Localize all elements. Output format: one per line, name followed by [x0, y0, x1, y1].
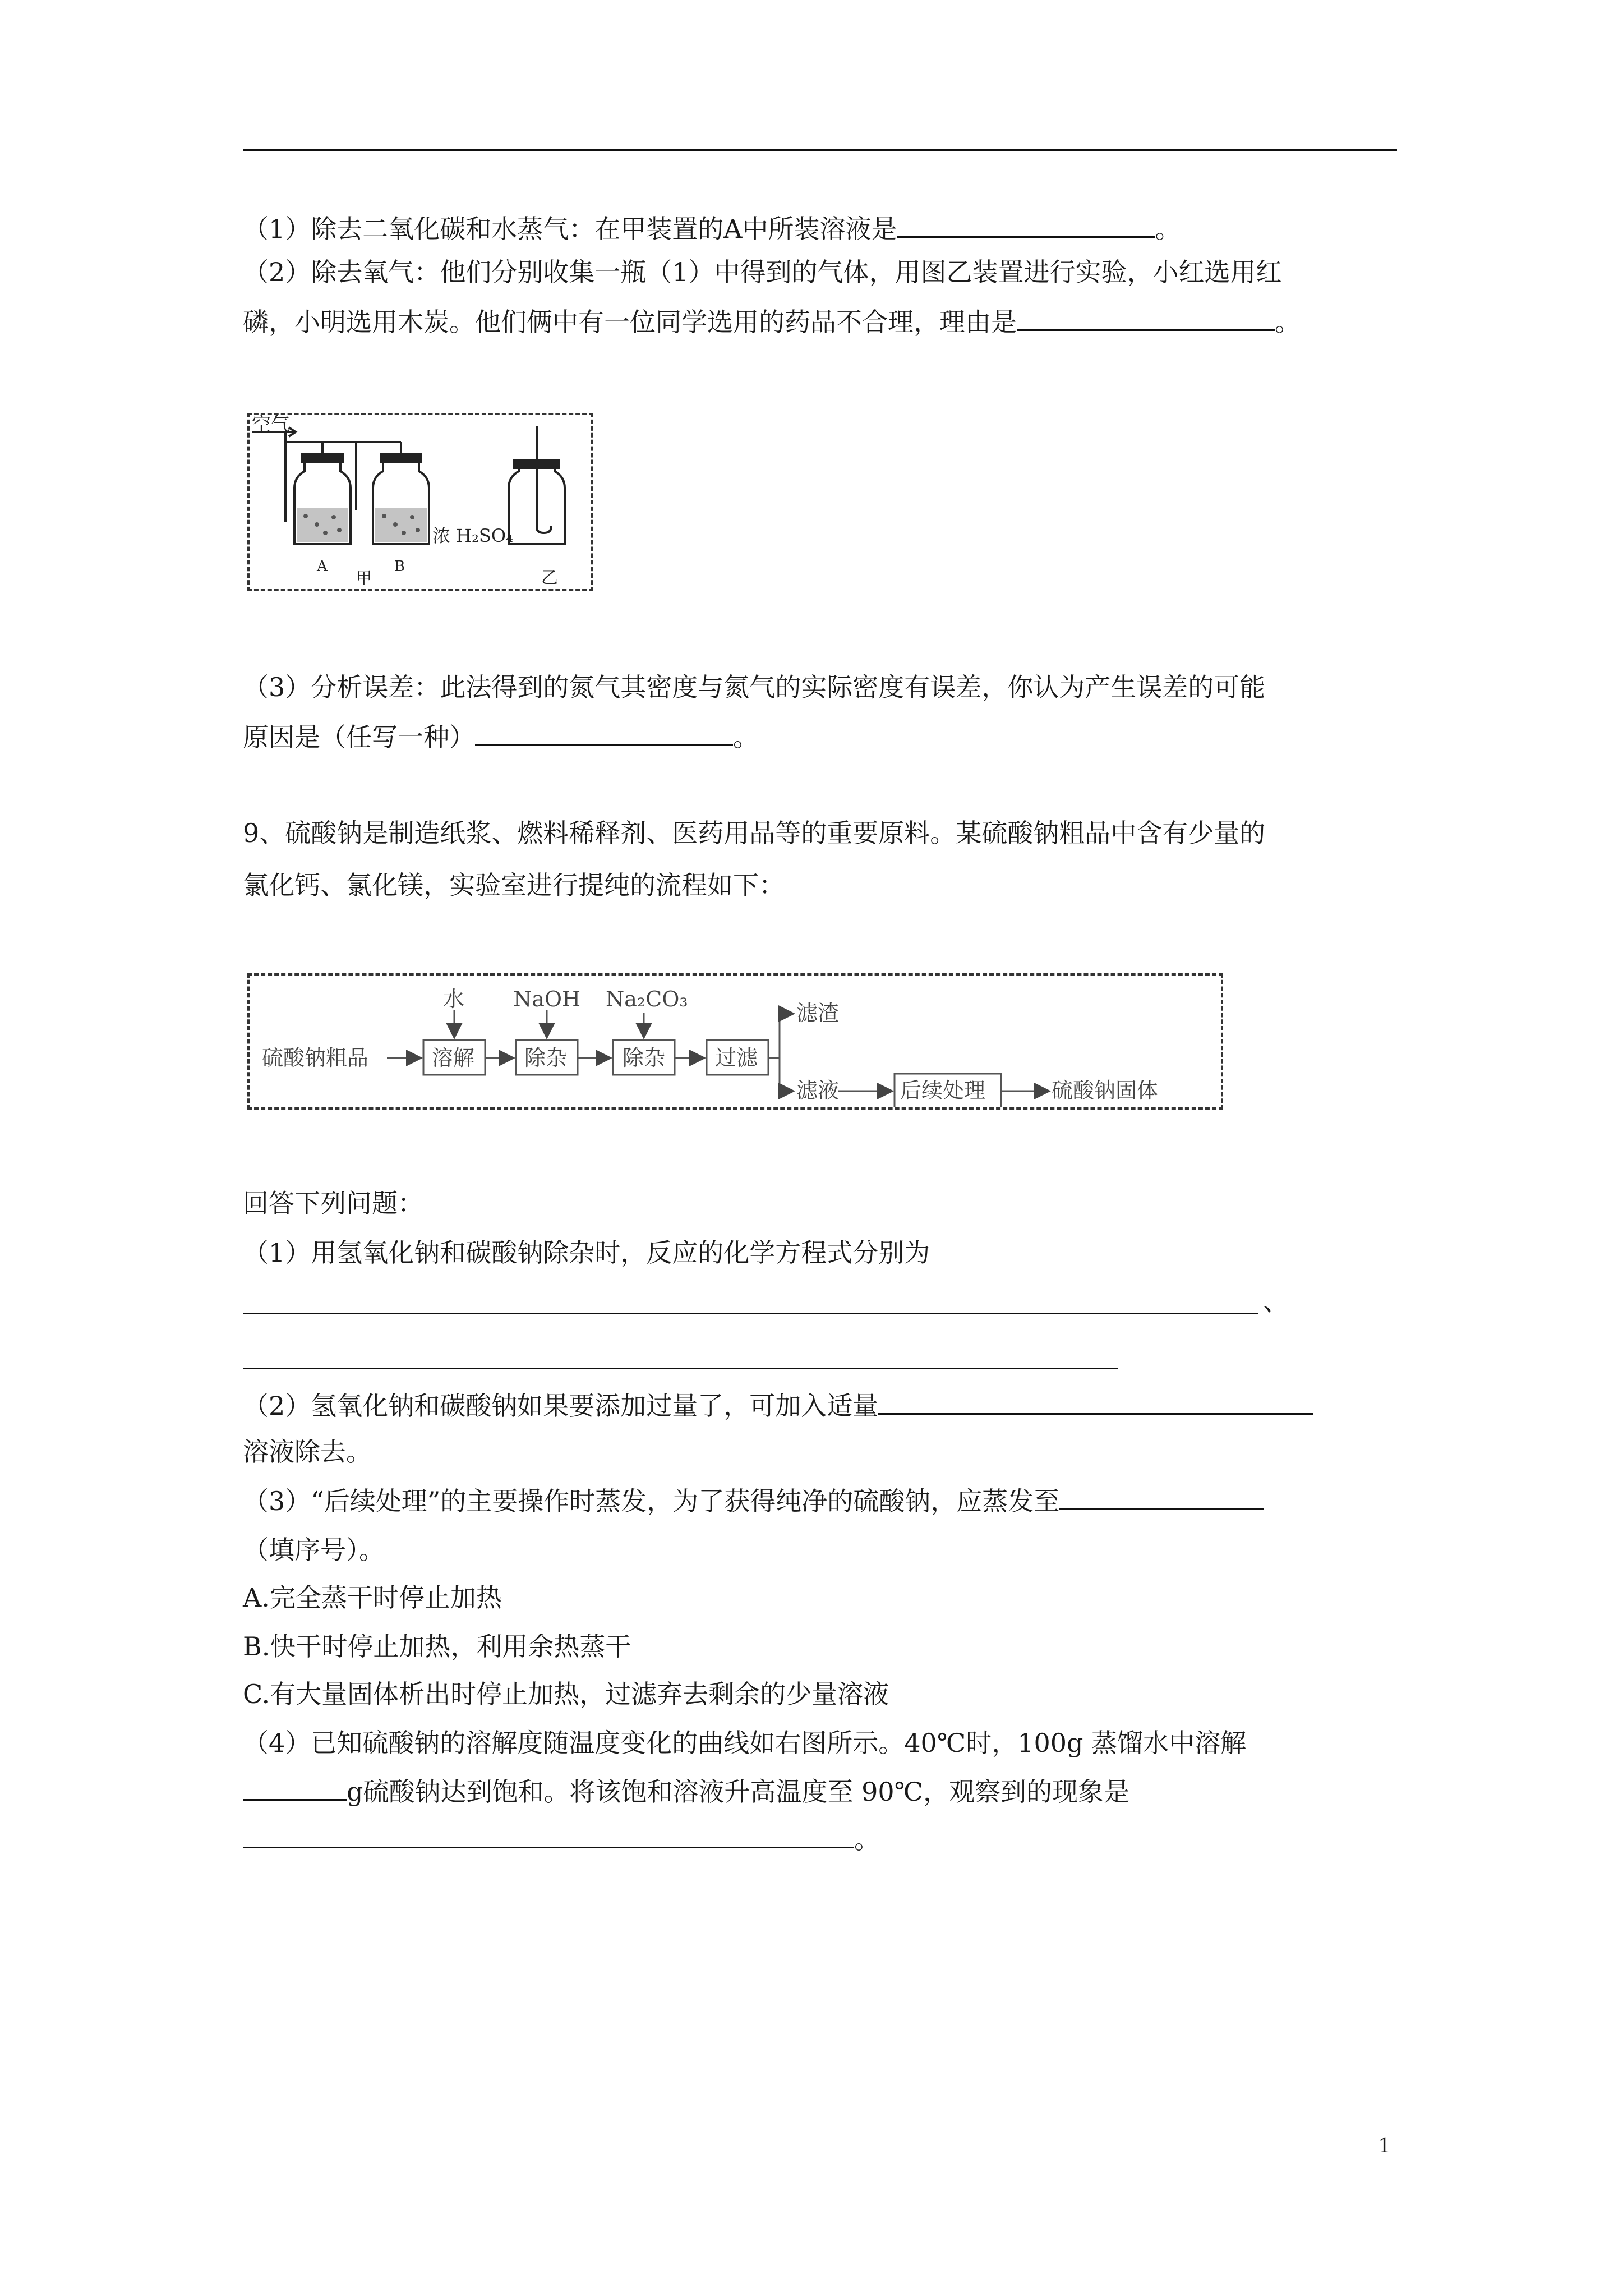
q9-question3-line1: （3）“后续处理”的主要操作时蒸发，为了获得纯净的硫酸钠，应蒸发至 [243, 1484, 1264, 1518]
answer-blank [1059, 1484, 1264, 1510]
q9-question1: （1）用氢氧化钠和碳酸钠除杂时，反应的化学方程式分别为 [243, 1237, 930, 1268]
bottle-b-label: B [394, 558, 405, 575]
q9-intro-line2: 氯化钙、氯化镁，实验室进行提纯的流程如下： [243, 870, 785, 900]
apparatus-figure [247, 413, 593, 591]
answer-blank [1017, 305, 1275, 331]
answer-line [243, 1368, 1118, 1369]
q8-part2-line1: （2）除去氧气：他们分别收集一瓶（1）中得到的气体，用图乙装置进行实验，小红选用红 [243, 257, 1282, 287]
q9-intro-line1: 9、硫酸钠是制造纸浆、燃料稀释剂、医药用品等的重要原料。某硫酸钠粗品中含有少量的 [243, 818, 1266, 848]
q9-question4-line3: 。 [243, 1822, 880, 1856]
q9-question2-line1: （2）氢氧化钠和碳酸钠如果要添加过量了，可加入适量 [243, 1388, 1313, 1423]
answer-blank [475, 720, 733, 746]
page-number: 1 [1378, 2132, 1390, 2157]
flow-water: 水 [443, 987, 465, 1011]
answer-blank [243, 1822, 854, 1848]
q8-part3-line2: 原因是（任写一种） 。 [243, 720, 759, 754]
header-rule [243, 149, 1397, 151]
q9-question4-line1: （4）已知硫酸钠的溶解度随温度变化的曲线如右图所示。40℃时，100g 蒸馏水中溶解 [243, 1728, 1247, 1758]
flow-remove2: 除杂 [623, 1046, 666, 1070]
q9-question2-line2: 溶液除去。 [243, 1437, 372, 1467]
q9-option-b: B.快干时停止加热，利用余热蒸干 [243, 1631, 631, 1662]
flow-start: 硫酸钠粗品 [262, 1046, 369, 1070]
flow-filtrate: 滤液 [796, 1078, 840, 1103]
q8-part1: （1）除去二氧化碳和水蒸气：在甲装置的A中所装溶液是 。 [243, 211, 1181, 246]
bottle-a-label: A [317, 558, 328, 575]
q9-question3-line2: （填序号）。 [243, 1535, 385, 1565]
flow-product: 硫酸钠固体 [1052, 1078, 1159, 1103]
flow-remove1: 除杂 [524, 1046, 568, 1070]
q9-question1-separator: 、 [1263, 1286, 1289, 1317]
flow-filter: 过滤 [715, 1046, 758, 1070]
flow-residue: 滤渣 [796, 1001, 840, 1025]
flow-post: 后续处理 [900, 1078, 986, 1103]
answer-blank [878, 1388, 1313, 1415]
air-label: 空气 [252, 415, 290, 436]
q9-answer-prompt: 回答下列问题： [243, 1188, 423, 1218]
flowchart-drawing [250, 976, 1221, 1107]
q9-option-c: C.有大量固体析出时停止加热，过滤弃去剩余的少量溶液 [243, 1679, 889, 1709]
q9-question4-line2: g硫酸钠达到饱和。将该饱和溶液升高温度至 90℃，观察到的现象是 [243, 1774, 1129, 1809]
flow-dissolve: 溶解 [432, 1046, 475, 1070]
flow-naoh: NaOH [513, 987, 581, 1011]
q8-part2-line2: 磷，小明选用木炭。他们俩中有一位同学选用的药品不合理，理由是 。 [243, 305, 1301, 339]
q9-option-a: A.完全蒸干时停止加热 [243, 1582, 502, 1613]
jia-label: 甲 [356, 569, 372, 587]
answer-blank [897, 211, 1155, 238]
answer-blank [243, 1774, 347, 1801]
acid-label: 浓 H₂SO₄ [432, 525, 513, 546]
answer-line [243, 1313, 1258, 1314]
q8-part3-line1: （3）分析误差：此法得到的氮气其密度与氮气的实际密度有误差，你认为产生误差的可能 [243, 672, 1266, 702]
apparatus-drawing [250, 415, 591, 589]
flowchart-figure [247, 973, 1223, 1110]
flow-na2co3: Na₂CO₃ [606, 987, 688, 1011]
yi-label: 乙 [541, 568, 558, 588]
